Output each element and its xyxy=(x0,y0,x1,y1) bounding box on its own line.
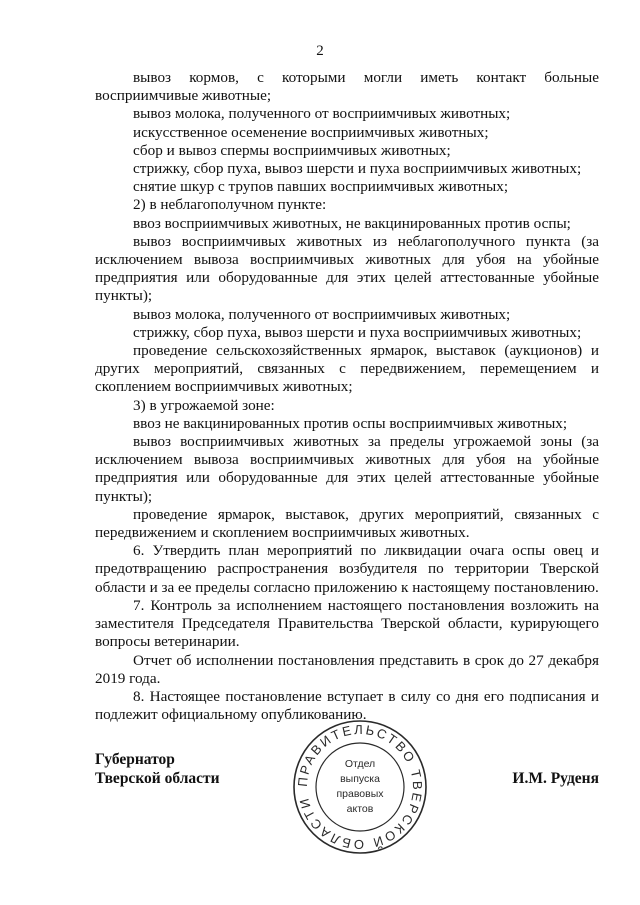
paragraph: Отчет об исполнении постановления представить в срок до 27 декабря 2019 года. xyxy=(95,651,599,687)
paragraph: 6. Утвердить план мероприятий по ликвидации очага оспы овец и предотвращению распространения возбудителя по территории Тверской области и за ее пределы согласно приложению к настоящему постановлению. xyxy=(95,542,599,596)
document-body xyxy=(95,69,599,724)
official-stamp xyxy=(290,717,430,857)
paragraph: вывоз восприимчивых животных из неблагополучного пункта (за исключением вывоза восприимчивых животных для убоя на убойные предприятия или оборудованные для этих целей аттестованные убойные пункты); xyxy=(95,232,599,305)
paragraph: сбор и вывоз спермы восприимчивых животных; xyxy=(133,141,451,159)
page-number: 2 xyxy=(316,43,324,59)
paragraph: проведение ярмарок, выставок, других мероприятий, связанных с передвижением и скоплением восприимчивых животных. xyxy=(95,505,599,542)
paragraph: проведение сельскохозяйственных ярмарок, выставок (аукционов) и других мероприятий, связанных с передвижением, перемещением и скоплением восприимчивых животных; xyxy=(95,342,599,396)
paragraph: стрижку, сбор пуха, вывоз шерсти и пуха восприимчивых животных; xyxy=(133,160,582,178)
stamp-ring-text: ПРАВИТЕЛЬСТВО ТВЕРСКОЙ ОБЛАСТИ xyxy=(294,721,426,853)
paragraph: 2) в неблагополучном пункте: xyxy=(133,196,327,214)
signatory-position xyxy=(95,750,220,788)
signatory-name: И.М. Руденя xyxy=(512,770,599,787)
paragraph: вывоз молока, полученного от восприимчивых животных; xyxy=(133,305,511,323)
stamp-center-text xyxy=(336,758,384,815)
stamp-center-line: Отдел xyxy=(344,758,376,770)
stamp-outer-ring xyxy=(294,721,426,853)
paragraph: искусственное осеменение восприимчивых животных; xyxy=(133,123,489,141)
paragraph: стрижку, сбор пуха, вывоз шерсти и пуха восприимчивых животных; xyxy=(133,323,582,341)
stamp-center-line: актов xyxy=(346,803,374,815)
paragraph: вывоз восприимчивых животных за пределы угрожаемой зоны (за исключением вывоза восприимчивых животных для убоя на убойные предприятия или оборудованные для этих целей аттестованные убойные пункты); xyxy=(95,433,599,505)
paragraph: ввоз восприимчивых животных, не вакцинированных против оспы; xyxy=(133,214,571,232)
paragraph: ввоз не вакцинированных против оспы восприимчивых животных; xyxy=(133,414,568,432)
paragraph: 7. Контроль за исполнением настоящего постановления возложить на заместителя Председателя Правительства Тверской области, курирующего вопросы ветеринарии. xyxy=(95,596,599,651)
paragraph: вывоз молока, полученного от восприимчивых животных; xyxy=(133,105,511,123)
paragraph: вывоз кормов, с которыми могли иметь контакт больные восприимчивые животные; xyxy=(95,69,599,105)
signatory-region: Тверской области xyxy=(95,770,220,787)
paragraph: снятие шкур с трупов павших восприимчивых животных; xyxy=(133,178,509,196)
signatory-title: Губернатор xyxy=(95,751,175,768)
stamp-center-line: выпуска xyxy=(340,773,380,785)
stamp-center-line: правовых xyxy=(336,788,384,800)
stamp-inner-ring xyxy=(316,743,404,831)
paragraph: 8. Настоящее постановление вступает в силу со дня его подписания и подлежит официальному опубликованию. xyxy=(95,687,599,724)
paragraph: 3) в угрожаемой зоне: xyxy=(133,396,275,414)
